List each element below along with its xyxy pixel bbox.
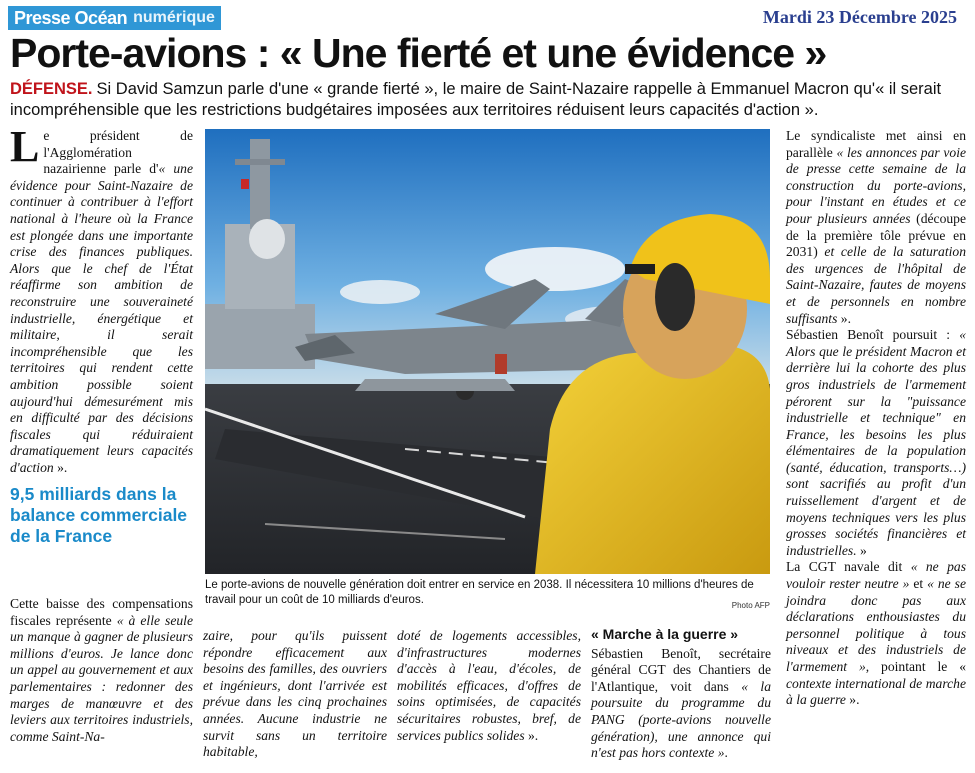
island-base	[205, 304, 315, 369]
col3-end: ».	[524, 727, 539, 743]
col5-q4: « ne pas vouloir rester neutre »	[786, 559, 966, 592]
col5-p7: et	[909, 576, 928, 592]
col5-p9: ».	[845, 692, 860, 708]
col5-p6: La CGT navale dit	[786, 559, 911, 575]
col4-end: .	[724, 745, 728, 761]
article-headline: Porte-avions : « Une fierté et une évidence »	[10, 30, 827, 76]
column-4	[591, 626, 771, 762]
col3-quote: doté de logements accessibles, d'infrastructures modernes d'accès à l'eau, d'écoles, de mobilités efficaces, d'offres de soins optimisées, de capacités sécuritaires robustes, bref, de services publics solides	[397, 628, 581, 743]
fuel-tank	[355, 379, 515, 391]
column-1-upper	[10, 122, 193, 476]
flag	[241, 179, 249, 189]
col5-p4: Sébastien Benoît poursuit :	[786, 327, 960, 343]
cloud	[485, 247, 625, 291]
masthead-brand: Presse Océan	[14, 7, 128, 28]
column-2: zaire, pour qu'ils puissent répondre efficacement aux besoins des familles, des ouvriers et ingénieurs, dont l'arrivée est prévue dans les cinq prochaines années. Aucune industrie ne survit sans un territoire habitable,	[203, 628, 387, 760]
section-subhead: « Marche à la guerre »	[591, 626, 739, 642]
col5-q2: et celle de la saturation des urgences de l'hôpital de Saint-Nazaire, fautes de moyens et de personnels en nombre suffisants	[786, 244, 966, 326]
col5-q6: contexte international de marche à la guerre	[786, 675, 966, 708]
issue-date: Mardi 23 Décembre 2025	[762, 7, 957, 27]
masthead	[8, 6, 221, 30]
goggles-strap	[625, 264, 655, 274]
drop-cap: L	[10, 122, 40, 171]
col1-end: ».	[53, 459, 68, 475]
cloud	[340, 280, 420, 304]
col5-p8: , pointant le «	[865, 659, 966, 674]
chapo-text: Si David Samzun parle d'une « grande fierté », le maire de Saint-Nazaire rappelle à Emmanuel Macron qu'« il serait incompréhensible que les restrictions budgétaires imposées aux territoires réduisent leurs capacités d'action ».	[10, 80, 942, 119]
col5-q5: « ne se joindra donc pas aux déclarations enthousiastes du personnel politique à tous niveaux et des industriels de l'armement »	[786, 576, 966, 674]
col5-p2: (découpe de la première tôle prévue en 2031)	[786, 210, 966, 260]
col5-q1: « les annonces par voie de presse cette semaine de la construction du porte-avions, pour l'instant en études et ce pour plusieurs années	[786, 144, 967, 226]
photo-credit: Photo AFP	[731, 601, 770, 610]
column-1-lower	[10, 596, 193, 745]
ear-defender	[655, 263, 695, 331]
article-chapo	[10, 79, 968, 121]
col1-intro: e président de l'Agglomération nazairienne parle d'	[43, 128, 193, 177]
masthead-sub: numérique	[133, 9, 215, 26]
col4-quote: « la poursuite du programme du PANG (porte-avions nouvelle génération), une annonce qui n'est pas hors contexte »	[591, 678, 771, 761]
col5-q3: « Alors que le président Macron et derrière lui la cohorte des plus gros industriels de l'armement pérorent sur la "puissance industrielle et technique" en France, les besoins les plus élémentaires de la population (santé, éducation, transports…) sont sacrifiés au profit d'un ruissellement d'argent et de moyens techniques vers les plus grosses sociétés financières et industrielles.	[786, 327, 966, 558]
col5-p3: ».	[837, 310, 851, 326]
pull-quote: 9,5 milliards dans la balance commerciale de la France	[10, 484, 188, 546]
column-3	[397, 628, 581, 744]
carrier-deck-photo	[205, 129, 770, 574]
col5-p1: Le syndicaliste met ainsi en parallèle	[786, 128, 966, 160]
col1-lower-quote: « à elle seule un manque à gagner de plusieurs millions d'euros. Je lance donc un appel au gouvernement et aux parlementaires : redonner des marges de manœuvre et des leviers aux territoires industriels, comme Saint-Na-	[10, 612, 193, 744]
mast-yard	[235, 159, 285, 165]
rafale-intake	[495, 354, 507, 374]
col1-lower-text: Cette baisse des compensations fiscales représente	[10, 596, 193, 628]
col5-p5: »	[856, 542, 867, 558]
column-5	[786, 128, 966, 709]
radar-dome	[249, 219, 285, 259]
photo-illustration	[205, 129, 770, 574]
col1-quote: « une évidence pour Saint-Nazaire de continuer à contribuer à l'effort national à l'heure où la France est plongée dans une importante crise des finances publiques. Alors que le chef de l'État réaffirme son ambition de reconstruire une souveraineté industrielle, énergétique et militaire, il serait incompréhensible que les territoires qui rendent cette ambition possible soient aujourd'hui démesurément mis en difficulté par des décisions fiscales qui réduiraient dramatiquement leurs capacités d'action	[10, 161, 193, 475]
chapo-kicker: DÉFENSE.	[10, 80, 93, 98]
island-mast	[250, 139, 270, 229]
col4-text: Sébastien Benoît, secrétaire général CGT des Chantiers de l'Atlantique, voit dans	[591, 645, 771, 694]
photo-caption: Le porte-avions de nouvelle génération doit entrer en service en 2038. Il nécessitera 10 millions d'heures de travail pour un coût de 10 milliards d'euros.	[205, 579, 754, 606]
